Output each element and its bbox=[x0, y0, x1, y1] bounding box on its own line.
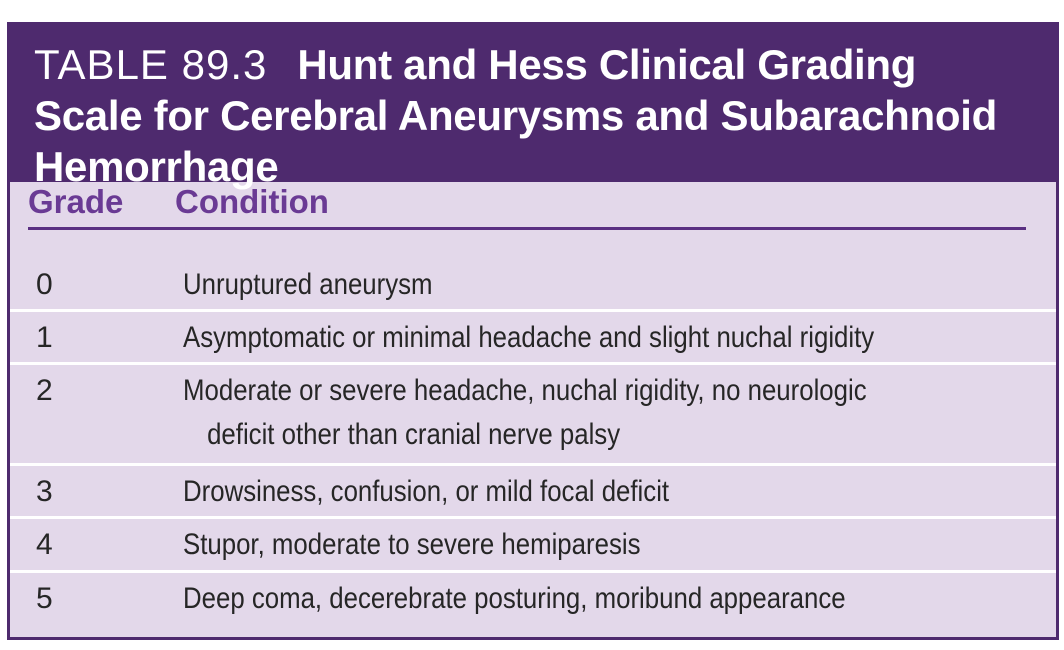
condition-cell bbox=[183, 528, 923, 562]
grade-cell: 2 bbox=[36, 374, 53, 407]
condition-text: Asymptomatic or minimal headache and slight nuchal rigidity bbox=[183, 321, 875, 354]
condition-cell bbox=[183, 374, 923, 452]
grade-cell: 1 bbox=[36, 321, 53, 354]
condition-text: Unruptured aneurysm bbox=[183, 268, 433, 301]
table-number: TABLE 89.3 bbox=[34, 41, 268, 88]
condition-text: Deep coma, decerebrate posturing, moribund appearance bbox=[183, 582, 846, 615]
table-row bbox=[10, 573, 1056, 637]
grade-cell: 0 bbox=[36, 268, 53, 301]
table-row bbox=[10, 258, 1056, 312]
condition-text: Drowsiness, confusion, or mild focal deficit bbox=[183, 475, 670, 508]
table-title-text: Hunt and Hess Clinical Grading Scale for Cerebral Aneurysms and Subarachnoid Hemorrhage bbox=[34, 41, 997, 190]
condition-text-continued: deficit other than cranial nerve palsy bbox=[207, 418, 621, 451]
table-row bbox=[10, 312, 1056, 365]
condition-cell bbox=[183, 321, 923, 355]
table-row bbox=[10, 519, 1056, 573]
grade-cell: 4 bbox=[36, 528, 53, 561]
table-title bbox=[10, 25, 1056, 190]
grade-cell: 5 bbox=[36, 582, 53, 615]
condition-cell bbox=[183, 475, 923, 509]
column-header-condition: Condition bbox=[175, 183, 329, 220]
grade-cell: 3 bbox=[36, 475, 53, 508]
condition-text: Stupor, moderate to severe hemiparesis bbox=[183, 528, 641, 561]
condition-cell bbox=[183, 268, 923, 302]
condition-text: Moderate or severe headache, nuchal rigidity, no neurologic bbox=[183, 374, 867, 407]
condition-cell bbox=[183, 582, 923, 616]
column-header-grade: Grade bbox=[28, 183, 124, 220]
table-row bbox=[10, 365, 1056, 466]
column-header-row bbox=[28, 183, 1026, 230]
table-row bbox=[10, 466, 1056, 519]
